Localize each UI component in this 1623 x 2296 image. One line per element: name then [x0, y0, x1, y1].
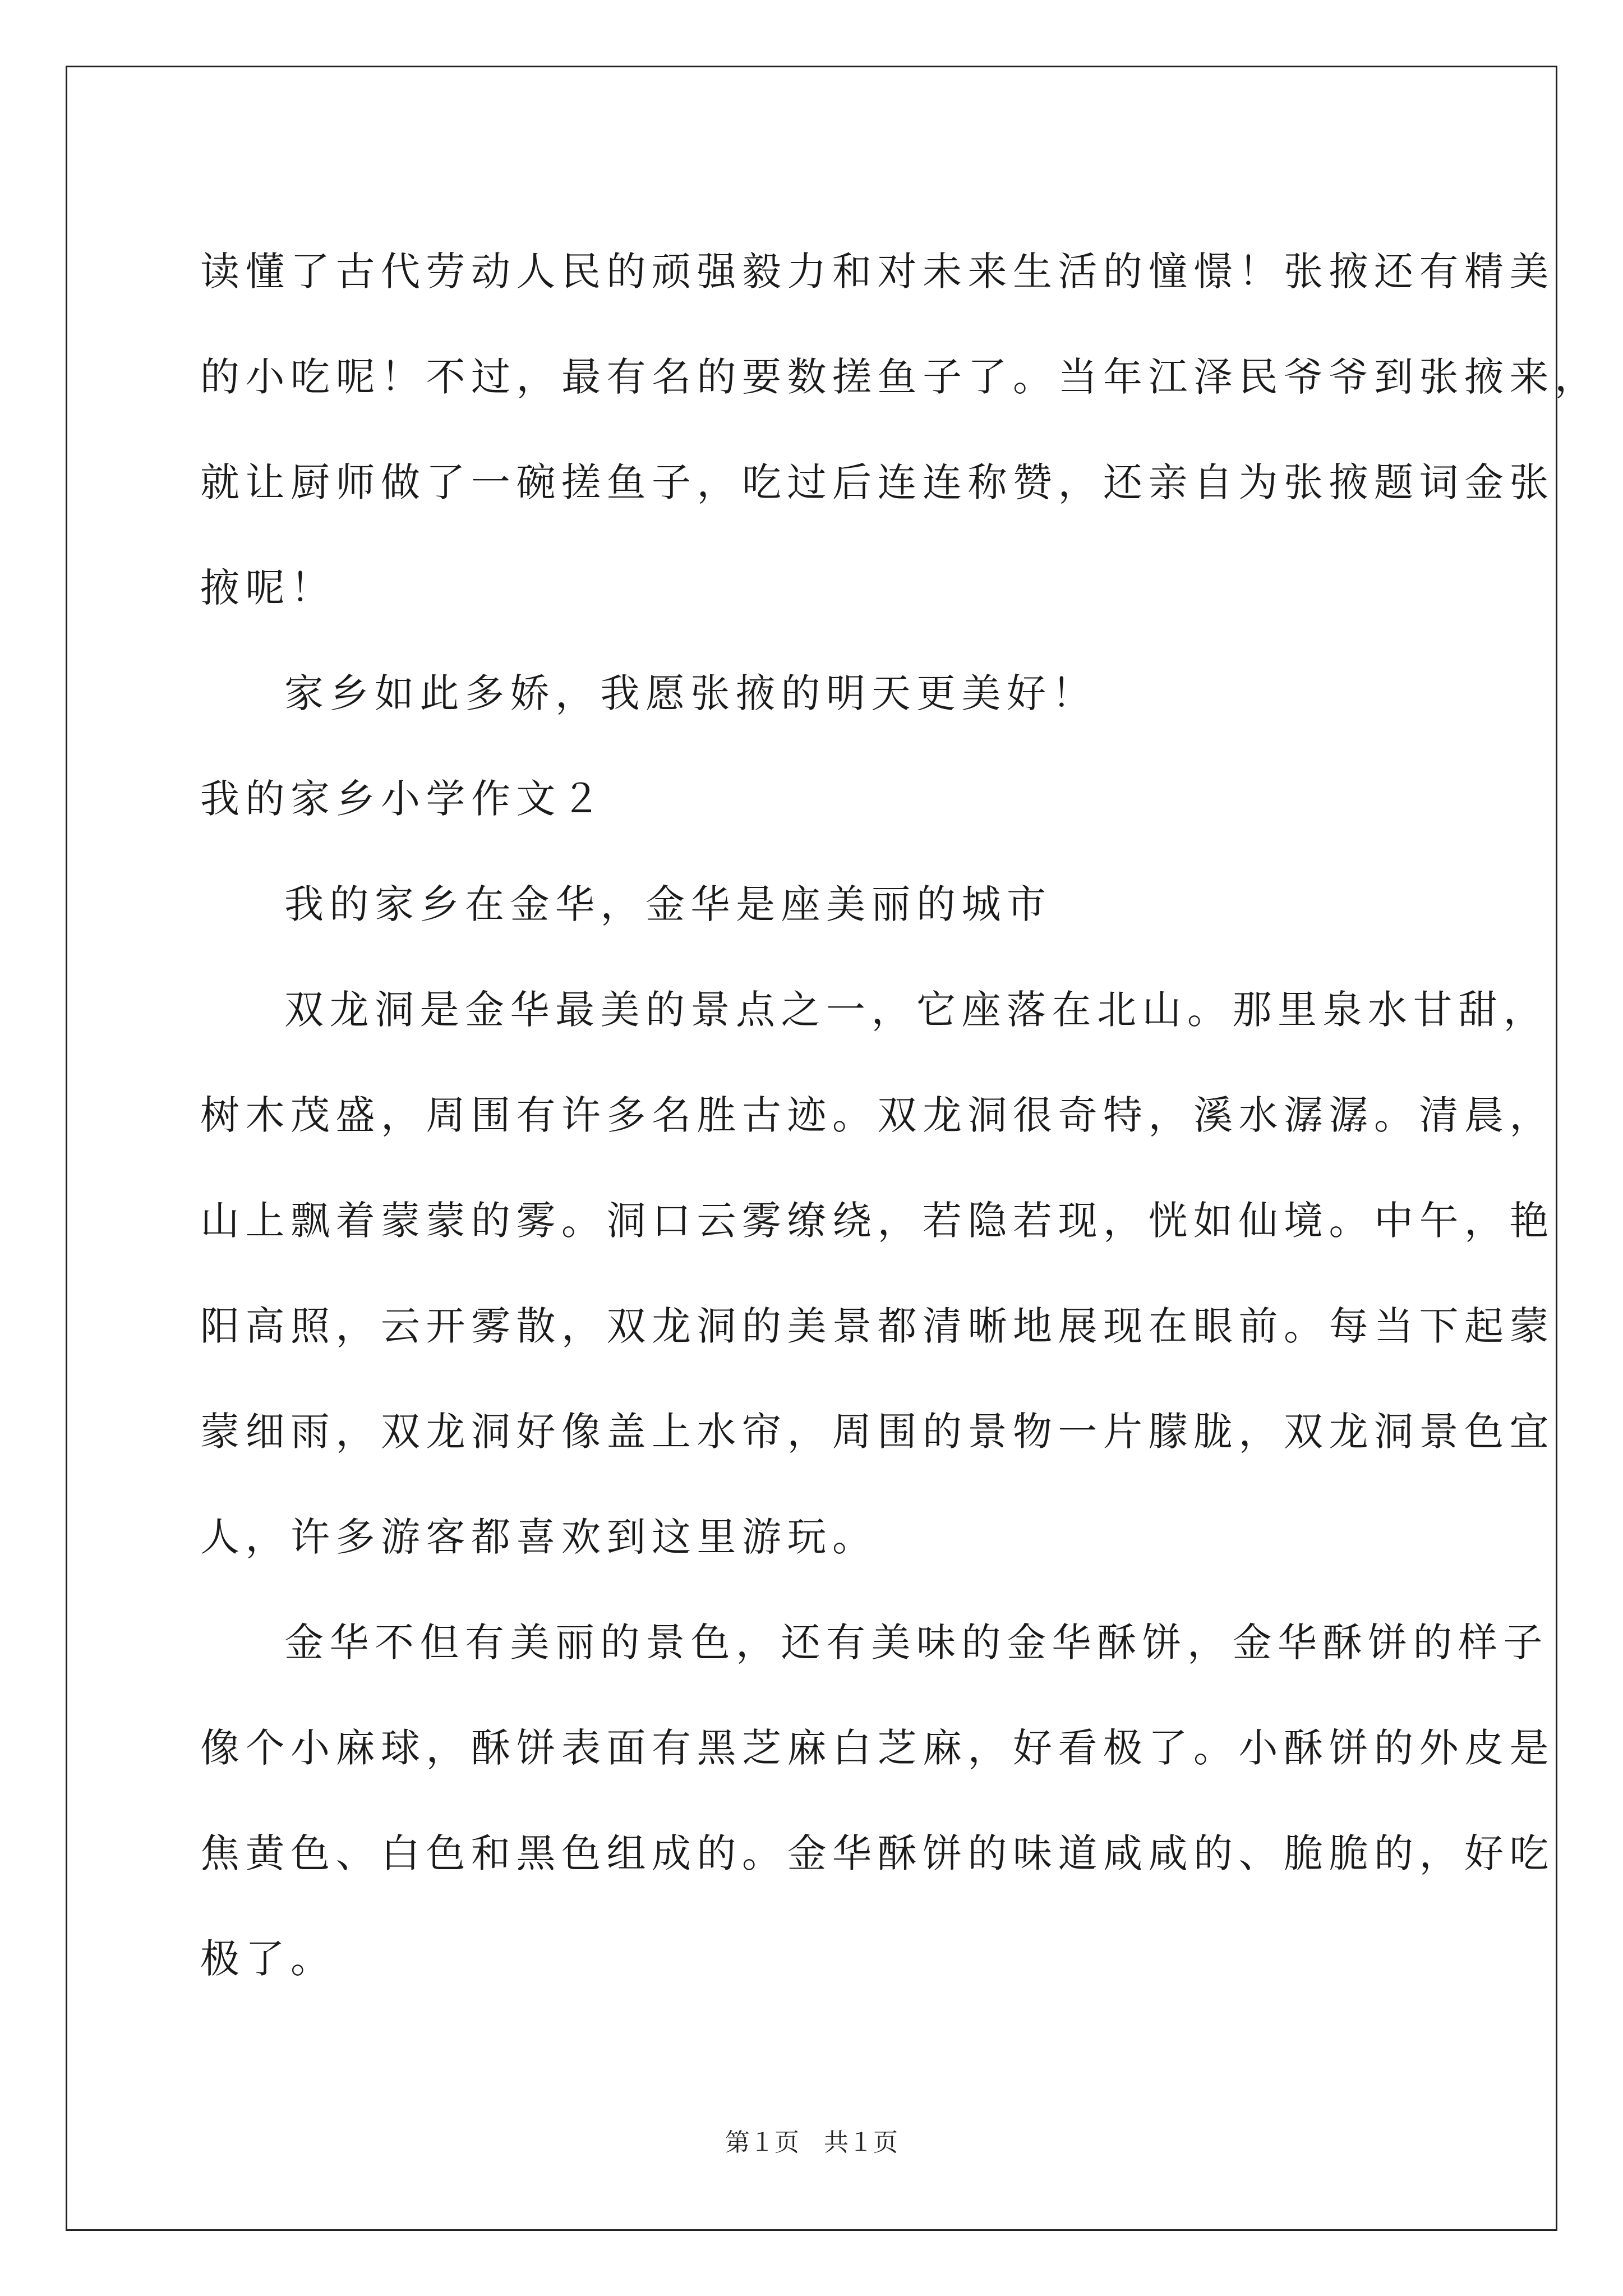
- body-line: 阳高照，云开雾散，双龙洞的美景都清晰地展现在眼前。每当下起蒙: [200, 1303, 1555, 1349]
- paragraph-line: 双龙洞是金华最美的景点之一，它座落在北山。那里泉水甘甜，: [284, 987, 1548, 1033]
- body-line: 像个小麻球，酥饼表面有黑芝麻白芝麻，好看极了。小酥饼的外皮是: [200, 1725, 1555, 1771]
- paragraph-line: 我的家乡在金华，金华是座美丽的城市: [284, 881, 1052, 927]
- body-line: 山上飘着蒙蒙的雾。洞口云雾缭绕，若隐若现，恍如仙境。中午，艳: [200, 1198, 1555, 1244]
- body-line: 蒙细雨，双龙洞好像盖上水帘，周围的景物一片朦胧，双龙洞景色宜: [200, 1409, 1555, 1455]
- body-line: 人，许多游客都喜欢到这里游玩。: [200, 1514, 878, 1560]
- body-line: 树木茂盛，周围有许多名胜古迹。双龙洞很奇特，溪水潺潺。清晨，: [200, 1092, 1555, 1138]
- body-line: 的小吃呢！不过，最有名的要数搓鱼子了。当年江泽民爷爷到张掖来，: [200, 354, 1600, 400]
- section-heading: 我的家乡小学作文２: [200, 776, 607, 822]
- body-line: 极了。: [200, 1936, 336, 1982]
- document-body: [200, 219, 1600, 2012]
- body-line: 掖呢！: [200, 565, 336, 611]
- body-line: 焦黄色、白色和黑色组成的。金华酥饼的味道咸咸的、脆脆的，好吃: [200, 1830, 1555, 1876]
- paragraph-line: 家乡如此多娇，我愿张掖的明天更美好！: [284, 670, 1097, 716]
- body-line: 读懂了古代劳动人民的顽强毅力和对未来生活的憧憬！张掖还有精美: [200, 249, 1555, 295]
- page-footer: 第１页 共１页: [725, 2128, 898, 2157]
- paragraph-line: 金华不但有美丽的景色，还有美味的金华酥饼，金华酥饼的样子: [284, 1619, 1548, 1665]
- body-line: 就让厨师做了一碗搓鱼子，吃过后连连称赞，还亲自为张掖题词金张: [200, 459, 1555, 505]
